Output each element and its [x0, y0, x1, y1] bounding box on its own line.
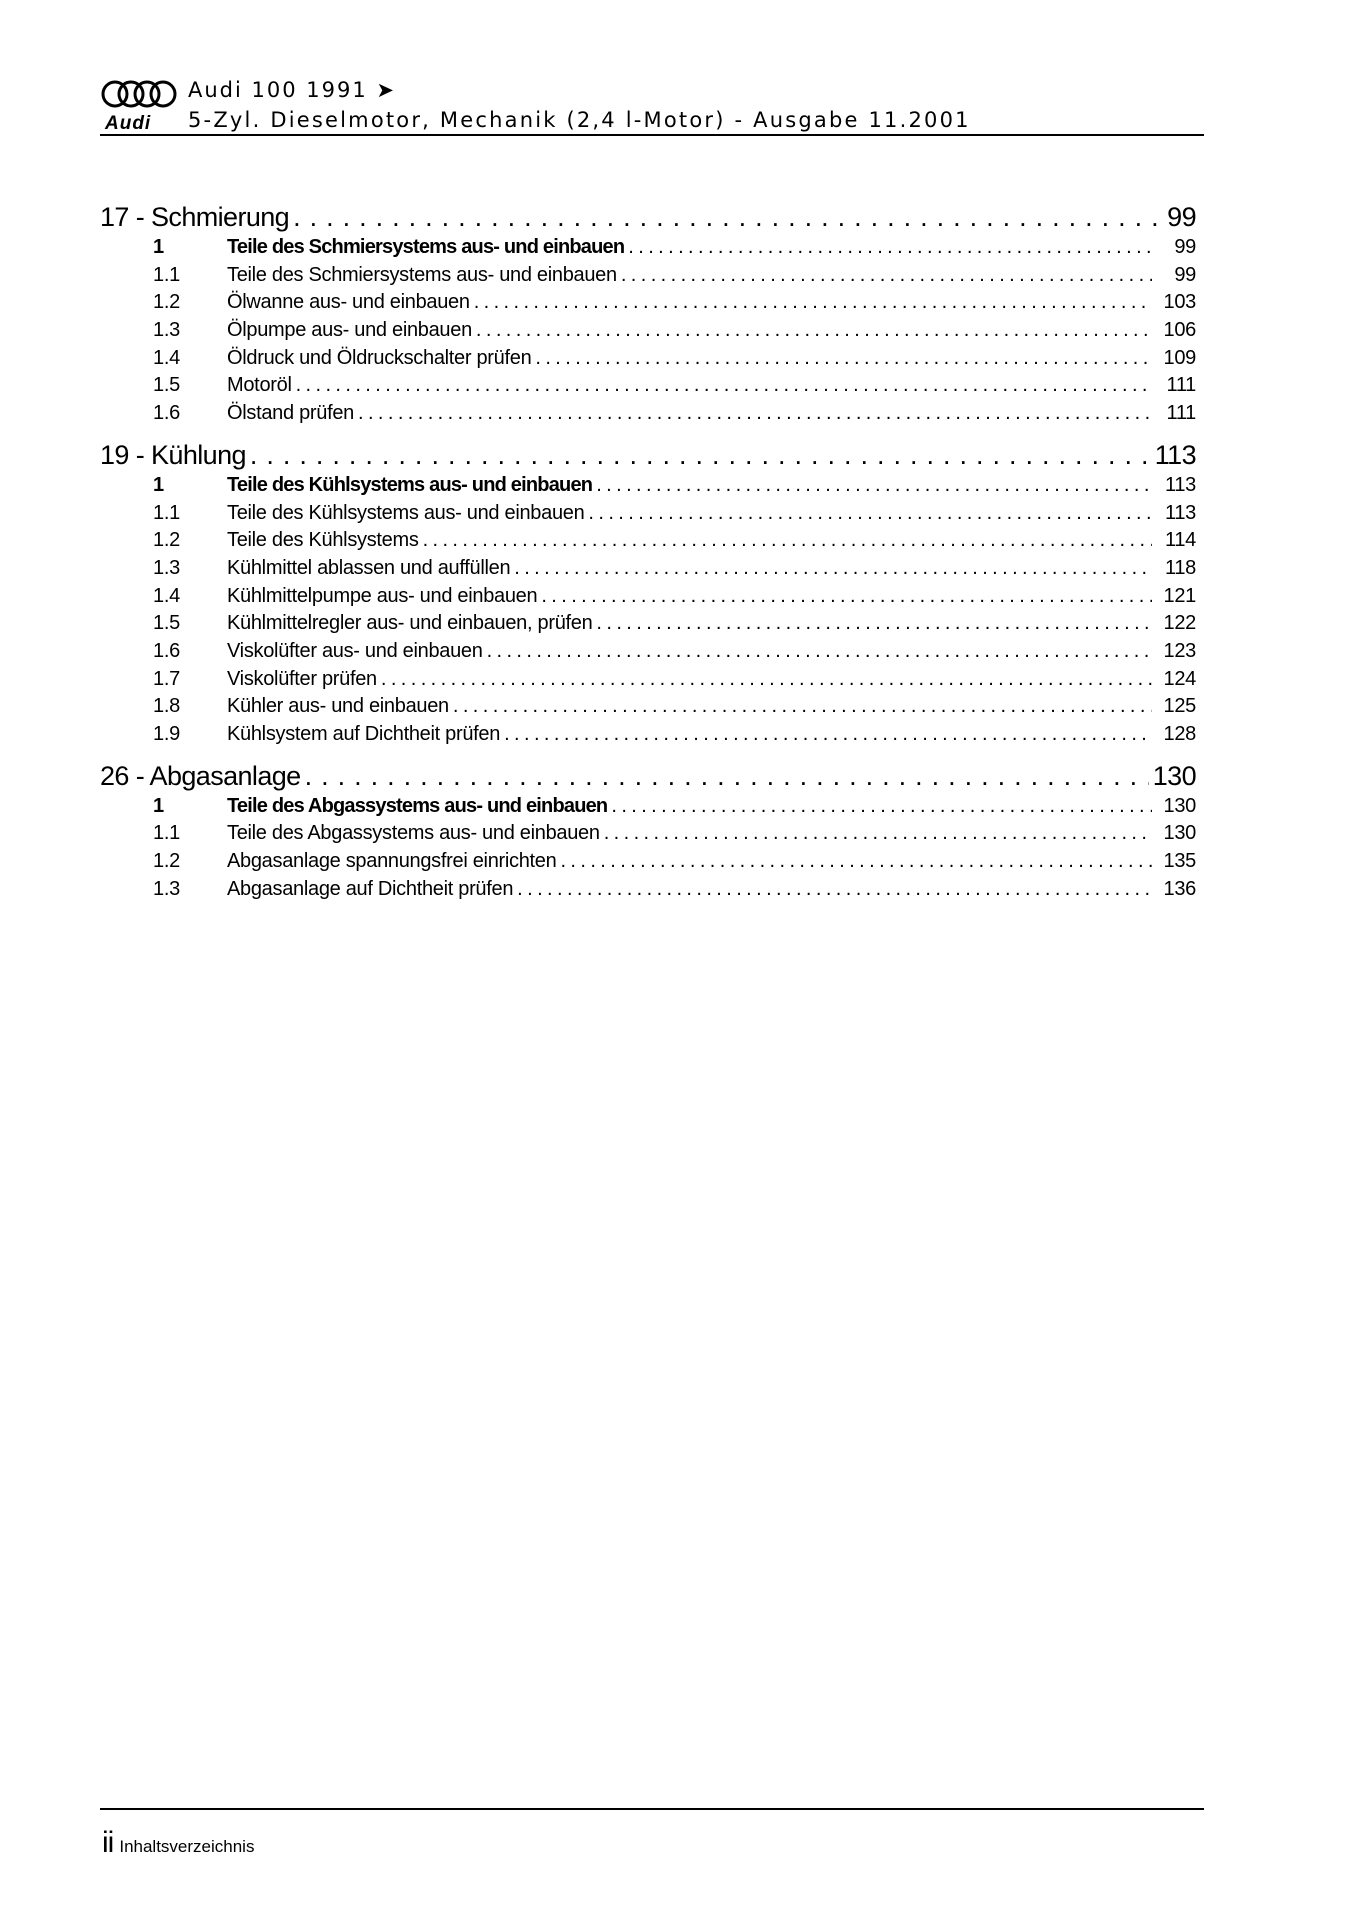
toc-entry[interactable] — [100, 822, 1196, 850]
toc-chapter-group — [100, 761, 1196, 916]
toc-chapter-group — [100, 440, 1196, 761]
dot-leader — [381, 668, 1152, 691]
toc-entry[interactable] — [100, 878, 1196, 906]
entry-page: 113 — [1165, 501, 1196, 524]
entry-title: Öldruck und Öldruckschalter prüfen — [227, 346, 532, 369]
dot-leader — [476, 319, 1152, 342]
chapter-page: 99 — [1167, 202, 1196, 232]
entry-title: Teile des Kühlsystems — [227, 529, 419, 552]
toc-entry[interactable] — [100, 668, 1196, 696]
entry-number: 1 — [153, 473, 164, 496]
entry-number: 1.2 — [153, 529, 180, 552]
page-footer — [102, 1826, 254, 1860]
entry-number: 1.8 — [153, 695, 180, 718]
entry-page: 109 — [1163, 346, 1196, 369]
toc-entry[interactable] — [100, 723, 1196, 751]
entry-number: 1.7 — [153, 667, 180, 690]
toc-entry[interactable] — [100, 502, 1196, 530]
entry-title: Teile des Schmiersystems aus- und einbauen — [227, 263, 617, 286]
dot-leader — [358, 402, 1152, 425]
dot-leader — [293, 202, 1163, 233]
entry-page: 121 — [1163, 584, 1196, 607]
entry-page: 130 — [1163, 822, 1196, 845]
entry-title: Abgasanlage auf Dichtheit prüfen — [227, 877, 514, 900]
toc-entry[interactable] — [100, 795, 1196, 823]
entry-page: 114 — [1165, 529, 1196, 552]
toc-entry[interactable] — [100, 374, 1196, 402]
entry-title: Ölstand prüfen — [227, 402, 354, 425]
toc-chapter[interactable] — [100, 440, 1196, 474]
toc-entry[interactable] — [100, 264, 1196, 292]
entry-title: Kühlmittelpumpe aus- und einbauen — [227, 584, 538, 607]
entry-number: 1 — [153, 794, 164, 817]
entry-title: Kühlsystem auf Dichtheit prüfen — [227, 723, 501, 745]
entry-number: 1.4 — [153, 346, 180, 369]
entry-number: 1.6 — [153, 639, 180, 662]
dot-leader — [604, 822, 1152, 845]
dot-leader — [305, 761, 1149, 792]
toc-chapter[interactable] — [100, 202, 1196, 236]
entry-page: 123 — [1163, 639, 1196, 662]
entry-page: 135 — [1163, 850, 1196, 873]
toc-entry[interactable] — [100, 402, 1196, 430]
toc-entry[interactable] — [100, 319, 1196, 347]
dot-leader — [596, 474, 1152, 497]
toc-entry[interactable] — [100, 585, 1196, 613]
entry-title: Ölwanne aus- und einbauen — [227, 291, 470, 314]
entry-page: 128 — [1163, 723, 1196, 745]
entry-title: Motoröl — [227, 374, 292, 397]
toc-entry[interactable] — [100, 850, 1196, 878]
entry-number: 1.1 — [153, 501, 180, 524]
entry-page: 124 — [1163, 667, 1196, 690]
entry-number: 1.1 — [153, 822, 180, 845]
toc-entry[interactable] — [100, 529, 1196, 557]
chapter-title: 17 - Schmierung — [100, 202, 290, 232]
toc-entry[interactable] — [100, 640, 1196, 668]
dot-leader — [560, 850, 1152, 873]
entry-number: 1.5 — [153, 612, 180, 635]
chapter-title: 19 - Kühlung — [100, 439, 246, 470]
toc-entry[interactable] — [100, 347, 1196, 375]
entry-page: 136 — [1163, 877, 1196, 900]
dot-leader — [517, 878, 1152, 901]
dot-leader — [535, 347, 1152, 370]
toc-entry[interactable] — [100, 557, 1196, 585]
chapter-page: 113 — [1154, 439, 1196, 470]
entry-title: Teile des Abgassystems aus- und einbauen — [227, 822, 600, 845]
entry-title: Viskolüfter prüfen — [227, 667, 377, 690]
toc-entry[interactable] — [100, 236, 1196, 264]
dot-leader — [541, 585, 1152, 608]
dot-leader — [453, 695, 1152, 718]
entry-title: Teile des Kühlsystems aus- und einbauen — [227, 501, 585, 524]
footer-label: Inhaltsverzeichnis — [119, 1837, 255, 1856]
dot-leader — [596, 612, 1152, 635]
entry-title: Teile des Kühlsystems aus- und einbauen — [227, 473, 593, 496]
toc-chapter[interactable] — [100, 761, 1196, 795]
entry-title: Teile des Schmiersystems aus- und einbauen — [227, 236, 625, 258]
entry-page: 122 — [1163, 612, 1196, 635]
entry-number: 1.3 — [153, 556, 180, 579]
entry-title: Teile des Abgassystems aus- und einbauen — [227, 794, 608, 817]
chapter-page: 130 — [1152, 760, 1196, 791]
entry-page: 99 — [1174, 263, 1196, 286]
page-number: ii — [102, 1826, 114, 1859]
dot-leader — [296, 374, 1152, 397]
document-title: Audi 100 1991 ➤ — [188, 78, 396, 102]
dot-leader — [611, 795, 1152, 818]
dot-leader — [474, 291, 1152, 314]
entry-page: 111 — [1166, 402, 1196, 425]
audi-wordmark: Audi — [105, 113, 152, 134]
entry-page: 99 — [1174, 236, 1196, 258]
entry-number: 1.3 — [153, 877, 180, 900]
dot-leader — [423, 529, 1152, 552]
entry-page: 118 — [1165, 556, 1196, 579]
dot-leader — [504, 723, 1152, 746]
entry-page: 103 — [1163, 291, 1196, 314]
entry-number: 1.2 — [153, 850, 180, 873]
entry-title: Kühlmittelregler aus- und einbauen, prüfen — [227, 612, 593, 635]
dot-leader — [250, 440, 1151, 471]
entry-number: 1.9 — [153, 723, 180, 745]
toc-entry[interactable] — [100, 291, 1196, 319]
toc-chapter-group — [100, 202, 1196, 440]
entry-page: 130 — [1163, 794, 1196, 817]
document-subtitle: 5-Zyl. Dieselmotor, Mechanik (2,4 l-Motor) - Ausgabe 11.2001 — [188, 108, 971, 132]
entry-title: Viskolüfter aus- und einbauen — [227, 639, 483, 662]
footer-rule — [100, 1808, 1204, 1810]
toc-entry[interactable] — [100, 695, 1196, 723]
chapter-title: 26 - Abgasanlage — [100, 760, 301, 791]
entry-title: Ölpumpe aus- und einbauen — [227, 319, 472, 342]
dot-leader — [514, 557, 1152, 580]
entry-number: 1.2 — [153, 291, 180, 314]
header-rule — [100, 134, 1204, 136]
entry-page: 113 — [1165, 473, 1196, 496]
entry-title: Kühlmittel ablassen und auffüllen — [227, 556, 511, 579]
entry-number: 1.5 — [153, 374, 180, 397]
entry-title: Abgasanlage spannungsfrei einrichten — [227, 850, 557, 873]
entry-title: Kühler aus- und einbauen — [227, 695, 449, 718]
toc-entry[interactable] — [100, 612, 1196, 640]
entry-page: 125 — [1163, 695, 1196, 718]
entry-number: 1 — [153, 236, 164, 258]
entry-page: 111 — [1166, 374, 1196, 397]
dot-leader — [621, 264, 1152, 287]
table-of-contents — [100, 202, 1196, 915]
dot-leader — [487, 640, 1152, 663]
toc-entry[interactable] — [100, 474, 1196, 502]
dot-leader — [628, 236, 1152, 259]
entry-page: 106 — [1163, 319, 1196, 342]
entry-number: 1.6 — [153, 402, 180, 425]
entry-number: 1.4 — [153, 584, 180, 607]
entry-number: 1.3 — [153, 319, 180, 342]
entry-number: 1.1 — [153, 263, 180, 286]
dot-leader — [588, 502, 1152, 525]
audi-rings-logo — [100, 78, 178, 110]
